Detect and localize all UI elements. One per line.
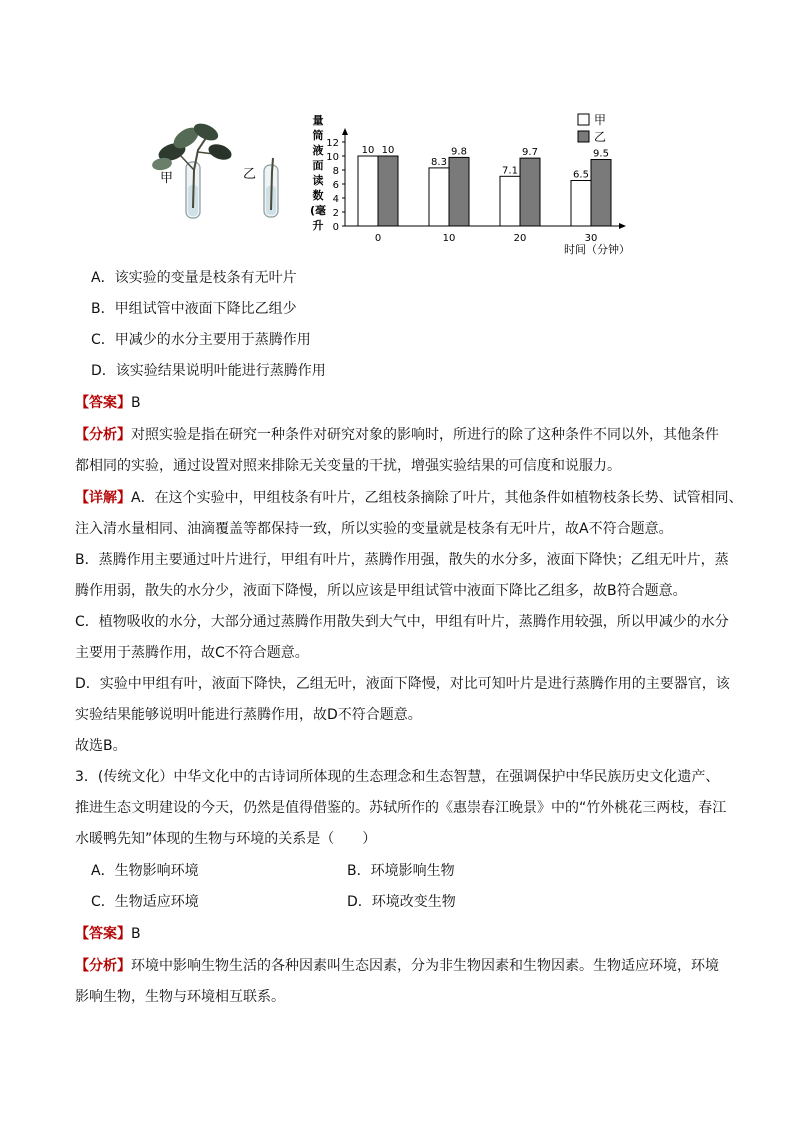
q3-stem-line-3: 水暖鸭先知”体现的生物与环境的关系是（ ）	[75, 831, 377, 847]
bar-value-label: 9.7	[522, 147, 538, 159]
q2-conclusion: 故选B。	[75, 738, 127, 754]
answer-value: B	[131, 926, 141, 942]
bar-jia	[500, 176, 520, 226]
bar-jia	[358, 156, 378, 226]
bar-value-label: 8.3	[431, 156, 447, 168]
q3-answer	[75, 924, 141, 944]
q3-option-b: B．环境影响生物	[347, 863, 455, 879]
x-tick-label: 0	[374, 233, 382, 244]
q3-option-c: C．生物适应环境	[91, 894, 199, 910]
q2-detail-line-8: 实验结果能够说明叶能进行蒸腾作用，故D不符合题意。	[75, 707, 422, 723]
detail-tag: 【详解】	[75, 490, 131, 506]
q2-detail-line-5: C．植物吸收的水分，大部分通过蒸腾作用散失到大气中，甲组有叶片，蒸腾作用较强，所以甲减少的水分	[75, 614, 729, 630]
q2-detail-line-2: 注入清水量相同、油滴覆盖等都保持一致，所以实验的变量就是枝条有无叶片，故A不符合题意。	[75, 521, 673, 537]
y-axis-label-char: 数	[312, 189, 324, 202]
q2-option-c: C．甲减少的水分主要用于蒸腾作用	[91, 332, 311, 348]
q2-detail-line-6: 主要用于蒸腾作用，故C不符合题意。	[75, 645, 309, 661]
bar-value-label: 9.5	[593, 148, 609, 160]
x-axis-arrow	[619, 223, 626, 229]
q3-stem-line-1: 3．(传统文化）中华文化中的古诗词所体现的生态理念和生态智慧，在强调保护中华民族历史文化遗产、	[75, 769, 720, 785]
y-axis-label-char: 升	[312, 219, 324, 232]
bar-yi	[378, 156, 398, 226]
x-tick-label: 20	[513, 233, 527, 244]
analysis-text: 对照实验是指在研究一种条件对研究对象的影响时，所进行的除了这种条件不同以外，其他条件	[131, 427, 719, 443]
y-tick-label: 8	[332, 166, 339, 177]
bar-yi	[520, 158, 540, 226]
bar-value-label: 10	[381, 145, 395, 156]
x-axis-label: 时间（分钟）	[564, 243, 630, 256]
bar-value-label: 7.1	[502, 165, 518, 177]
y-tick-label: 12	[326, 138, 339, 149]
y-axis-label-char: 液	[312, 144, 324, 157]
bar-yi	[591, 160, 611, 227]
analysis-tag: 【分析】	[75, 958, 131, 974]
q2-detail-line-3: B．蒸腾作用主要通过叶片进行，甲组有叶片，蒸腾作用强，散失的水分多，液面下降快；乙组无叶片，蒸	[75, 552, 729, 568]
water-level-bar-chart	[310, 113, 630, 256]
y-tick-label: 4	[332, 194, 339, 205]
q2-option-a: A．该实验的变量是枝条有无叶片	[91, 270, 297, 286]
q2-answer	[75, 393, 141, 413]
y-axis-label-char: 量	[312, 114, 324, 127]
bar-value-label: 6.5	[573, 169, 589, 181]
answer-value: B	[131, 395, 141, 411]
q2-option-b: B．甲组试管中液面下降比乙组少	[91, 301, 297, 317]
detail-text: A．在这个实验中，甲组枝条有叶片，乙组枝条摘除了叶片，其他条件如植物枝条长势、试管相同、	[131, 490, 743, 506]
q3-analysis-line-1	[75, 956, 719, 976]
y-axis-label-char: (毫	[309, 204, 327, 217]
answer-tag: 【答案】	[75, 926, 131, 942]
y-tick-label: 10	[326, 152, 339, 163]
y-tick-label: 0	[332, 222, 339, 233]
q2-detail-line-7: D．实验中甲组有叶，液面下降快，乙组无叶，液面下降慢，对比可知叶片是进行蒸腾作用的主要器官，该	[75, 676, 730, 692]
x-tick-label: 10	[442, 233, 456, 244]
bar-jia	[571, 181, 591, 227]
legend-swatch	[578, 114, 589, 125]
plant-with-leaves-illustration	[151, 120, 234, 218]
x-tick-label: 30	[584, 233, 598, 244]
label-jia: 甲	[160, 171, 174, 186]
analysis-text: 环境中影响生物生活的各种因素叫生态因素，分为非生物因素和生物因素。生物适应环境，环境	[131, 958, 719, 974]
y-axis-label-char: 筒	[312, 129, 324, 142]
bar-value-label: 9.8	[451, 146, 467, 158]
experiment-figure	[140, 110, 670, 260]
y-tick-label: 2	[332, 208, 339, 219]
legend-swatch	[578, 131, 589, 142]
y-axis-arrow	[342, 128, 348, 135]
q3-option-d: D．环境改变生物	[347, 894, 456, 910]
plant-without-leaves-illustration	[264, 158, 278, 217]
bar-jia	[429, 168, 449, 226]
q2-option-d: D．该实验结果说明叶能进行蒸腾作用	[91, 363, 326, 379]
y-axis-label-char: 读	[312, 174, 324, 187]
legend-label: 乙	[594, 130, 607, 144]
label-yi: 乙	[243, 167, 257, 182]
bar-yi	[449, 157, 469, 226]
answer-tag: 【答案】	[75, 395, 131, 411]
q3-option-a: A．生物影响环境	[91, 863, 199, 879]
bar-value-label: 10	[361, 145, 375, 156]
q2-detail-line-4: 腾作用弱，散失的水分少，液面下降慢，所以应该是甲组试管中液面下降比乙组多，故B符合题意。	[75, 583, 687, 599]
y-tick-label: 6	[332, 180, 339, 191]
q2-detail-line-1	[75, 488, 743, 508]
q3-stem-line-2: 推进生态文明建设的今天，仍然是值得借鉴的。苏轼所作的《惠崇春江晚景》中的“竹外桃花三两枝，春江	[75, 800, 727, 816]
analysis-tag: 【分析】	[75, 427, 131, 443]
q2-analysis-line-1	[75, 425, 719, 445]
q3-analysis-line-2: 影响生物，生物与环境相互联系。	[75, 989, 285, 1005]
y-axis-label-char: 面	[312, 159, 324, 172]
q2-analysis-line-2: 都相同的实验，通过设置对照来排除无关变量的干扰，增强实验结果的可信度和说服力。	[75, 458, 621, 474]
legend-label: 甲	[594, 113, 607, 127]
